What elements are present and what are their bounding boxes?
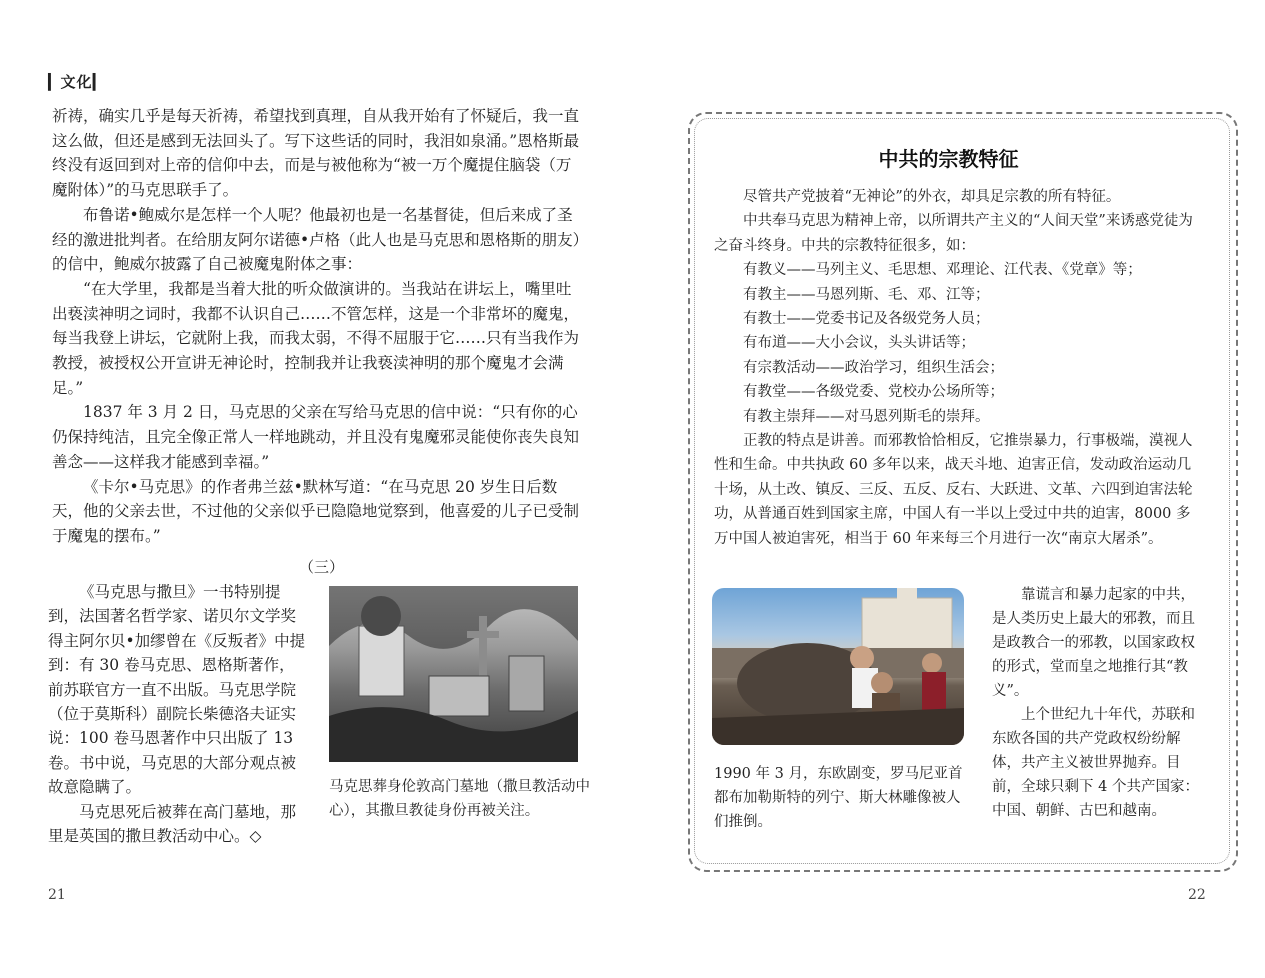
right-column-text <box>992 583 1200 823</box>
page-title: 中共的宗教特征 <box>878 147 1019 171</box>
paragraph: 马克思死后被葬在高门墓地，那里是英国的撒旦教活动中心。◇ <box>48 802 297 846</box>
list-item: 有教义——马列主义、毛思想、邓理论、江代表、《党章》等； <box>743 262 1142 279</box>
list-item: 有教士——党委书记及各级党务人员； <box>743 311 990 328</box>
paragraph: 正教的特点是讲善。而邪教恰恰相反，它推崇暴力，行事极端，漠视人性和生命。中共执政 60 多年以来，战天斗地、迫害正信，发动政治运动几十场，从土改、镇反、三反、五反、反右、大跃进、文革、六四到迫害法轮功，从普通百姓到国家主席，中国人有一半以上受过中共的迫害，8000 多万中国人被迫害死，相当于 60 年来每三个月进行一次“南京大屠杀”。 <box>714 433 1193 547</box>
grave-photo <box>329 586 578 762</box>
paragraph: 靠谎言和暴力起家的中共，是人类历史上最大的邪教，而且是政教合一的邪教，以国家政权的形式，堂而皇之地推行其“教义”。 <box>992 587 1195 699</box>
left-column-text <box>48 580 306 848</box>
page-number: 22 <box>1188 887 1206 903</box>
statue-photo-illustration <box>712 588 964 745</box>
statue-photo <box>712 588 964 745</box>
section-subheading: （三） <box>299 558 345 576</box>
list-item: 有教主——马恩列斯、毛、邓、江等； <box>743 286 990 303</box>
paragraph: 1837 年 3 月 2 日，马克思的父亲在写给马克思的信中说：“只有你的心仍保持纯洁，且完全像正常人一样地跳动，并且没有鬼魔邪灵能使你丧失良知善念——这样我才能感到幸福。” <box>52 403 580 471</box>
list-item: 有教主崇拜——对马恩列斯毛的崇拜。 <box>743 408 990 425</box>
left-page <box>0 0 632 978</box>
section-tag: ▎文化▎ <box>48 73 106 91</box>
main-text-block <box>52 104 584 549</box>
paragraph: 《马克思与撒旦》一书特别提到，法国著名哲学家、诺贝尔文学奖得主阿尔贝•加缪曾在《反叛者》中提到：有 30 卷马克思、恩格斯著作，前苏联官方一直不出版。马克思学院（位于莫斯科）副院长柴德洛夫证实说：100 卷马恩著作中只出版了 13 卷。书中说，马克思的大部分观点被故意隐瞒了。 <box>48 583 306 797</box>
right-page <box>632 0 1265 978</box>
paragraph: 中共奉马克思为精神上帝，以所谓共产主义的“人间天堂”来诱惑党徒为之奋斗终身。中共的宗教特征很多，如： <box>714 213 1193 254</box>
paragraph: 《卡尔•马克思》的作者弗兰兹•默林写道：“在马克思 20 岁生日后数天，他的父亲去世，不过他的父亲似乎已隐隐地觉察到，他喜爱的儿子已受制于魔鬼的摆布。” <box>52 477 580 545</box>
list-item: 有布道——大小会议，头头讲话等； <box>743 335 975 352</box>
paragraph: 祈祷，确实几乎是每天祈祷，希望找到真理，自从我开始有了怀疑后，我一直这么做，但还是感到无法回头了。写下这些话的同时，我泪如泉涌。”恩格斯最终没有返回到对上帝的信仰中去，而是与被他称为“被一万个魔提住脑袋（万魔附体）”的马克思联手了。 <box>52 107 580 200</box>
quote-paragraph: “在大学里，我都是当着大批的听众做演讲的。当我站在讲坛上，嘴里吐出亵渎神明之词时，我都不认识自己……不管怎样，这是一个非常坏的魔鬼，每当我登上讲坛，它就附上我，而我太弱，不得不屈服于它……只有当我作为教授，被授权公开宣讲无神论时，控制我并让我亵渎神明的那个魔鬼才会满足。” <box>52 279 580 397</box>
grave-photo-caption: 马克思葬身伦敦高门墓地（撒旦教活动中心），其撒旦教徒身份再被关注。 <box>329 779 590 819</box>
grave-photo-illustration <box>329 586 578 762</box>
right-text-block <box>714 185 1198 551</box>
page-number: 21 <box>48 887 66 903</box>
paragraph: 布鲁诺•鲍威尔是怎样一个人呢？他最初也是一名基督徒，但后来成了圣经的激进批判者。在给朋友阿尔诺德•卢格（此人也是马克思和恩格斯的朋友）的信中，鲍威尔披露了自己被魔鬼附体之事： <box>52 205 581 274</box>
list-item: 有宗教活动——政治学习，组织生活会； <box>743 359 1004 376</box>
statue-photo-caption: 1990 年 3 月，东欧剧变，罗马尼亚首都布加勒斯特的列宁、斯大林雕像被人们推倒。 <box>714 766 963 830</box>
paragraph: 尽管共产党披着“无神论”的外衣，却具足宗教的所有特征。 <box>743 189 1121 205</box>
paragraph: 上个世纪九十年代，苏联和东欧各国的共产党政权纷纷解体，共产主义被世界抛弃。目前，全球只剩下 4 个共产国家：中国、朝鲜、古巴和越南。 <box>992 707 1199 819</box>
list-item: 有教堂——各级党委、党校办公场所等； <box>743 384 1004 401</box>
